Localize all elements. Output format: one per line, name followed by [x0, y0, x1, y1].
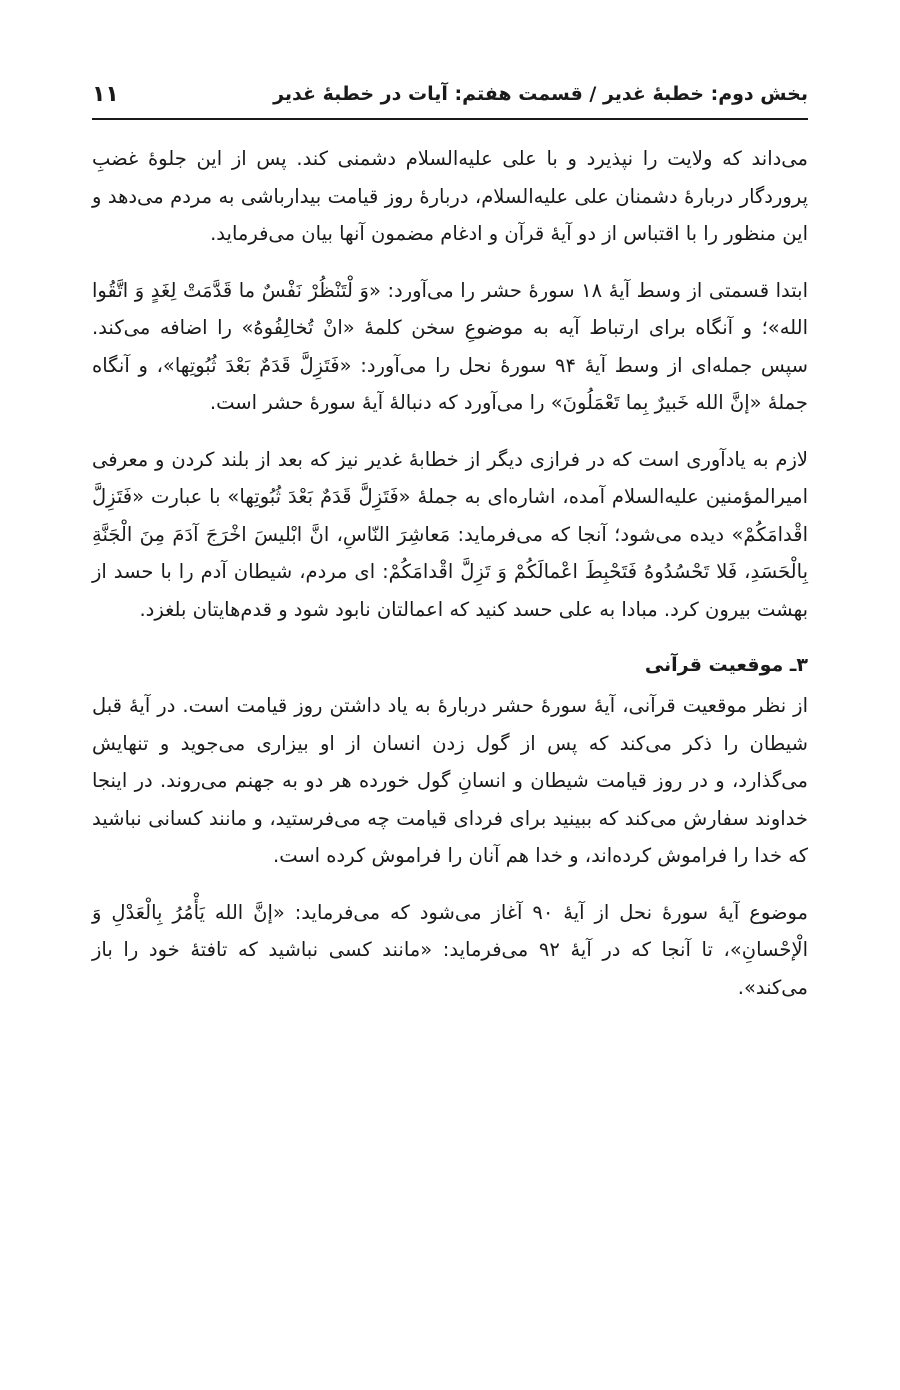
- section-heading: ۳ـ موقعیت قرآنی: [644, 654, 808, 676]
- paragraph-5: موضوع آیهٔ سورهٔ نحل از آیهٔ ۹۰ آغاز می‌شود که می‌فرماید: «إنَّ الله يَأْمُرُ بِالْعَدْلِ وَ الْإحْسانِ»، تا آنجا که در آیهٔ ۹۲ می‌فرماید: «مانند کسی نباشید که تافتهٔ خود را باز می‌کند».: [92, 900, 808, 999]
- page-body: [92, 140, 808, 1025]
- running-title: بخش دوم: خطبهٔ غدیر / قسمت هفتم: آیات در خطبهٔ غدیر: [273, 83, 808, 105]
- page-number: ۱۱: [92, 81, 119, 107]
- paragraph-3: لازم به یادآوری است که در فرازی دیگر از خطابهٔ غدیر نیز که بعد از بلند کردن و معرفی امیرالمؤمنین علیه‌السلام آمده، اشاره‌ای به جملهٔ «فَتَزِلَّ قَدَمٌ بَعْدَ ثُبُوتِها» با عبارت «فَتَزِلَّ اقْدامَكُمْ» دیده می‌شود؛ آنجا که می‌فرماید: مَعاشِرَ النّاسِ، انَّ ابْليسَ اخْرَجَ آدَمَ مِنَ الْجَنَّةِ بِالْحَسَدِ، فَلا تَحْسُدُوهُ فَتَحْبِطَ اعْمالَكُمْ وَ تَزِلَّ اقْدامَكُمْ: ای مردم، شیطان آدم را با حسد از بهشت بیرون کرد. مبادا به علی حسد کنید که اعمالتان نابود شود و قدم‌هایتان بلغزد.: [92, 447, 808, 621]
- page-header: [92, 74, 808, 120]
- paragraph-1: می‌داند که ولایت را نپذیرد و با علی علیه‌السلام دشمنی کند. پس از این جلوهٔ غضبِ پروردگار دربارهٔ دشمنان علی علیه‌السلام، دربارهٔ روز قیامت بیدارباشی به مردم می‌دهد و این منظور را با اقتباس از دو آیهٔ قرآن و ادغام مضمون آنها بیان می‌فرماید.: [92, 147, 808, 245]
- paragraph-4: از نظر موقعیت قرآنی، آیهٔ سورهٔ حشر دربارهٔ به یاد داشتن روز قیامت است. در آیهٔ قبل شیطان را ذکر می‌کند که پس از گول زدن انسان از او بیزاری می‌جوید و تنهایش می‌گذارد، و در روز قیامت شیطان و انسانِ گول خورده هر دو به جهنم می‌روند. در اینجا خداوند سفارش می‌کند که ببینید برای فردای قیامت چه می‌فرستید، و مانند کسانی نباشید که خدا را فراموش کرده‌اند، و خدا هم آنان را فراموش کرده است.: [92, 694, 808, 867]
- paragraph-2: ابتدا قسمتی از وسط آیهٔ ۱۸ سورهٔ حشر را می‌آورد: «وَ لْتَنْظُرْ نَفْسٌ ما قَدَّمَتْ لِغَدٍ وَ اتَّقُوا الله»؛ و آنگاه برای ارتباط آیه به موضوعِ سخن کلمهٔ «انْ تُخالِفُوهُ» را اضافه می‌کند. سپس جمله‌ای از وسط آیهٔ ۹۴ سورهٔ نحل را می‌آورد: «فَتَزِلَّ قَدَمٌ بَعْدَ ثُبُوتِها»، و آنگاه جملهٔ «إنَّ الله خَبيرٌ بِما تَعْمَلُونَ» را می‌آورد که دنبالهٔ آیهٔ سورهٔ حشر است.: [92, 278, 808, 414]
